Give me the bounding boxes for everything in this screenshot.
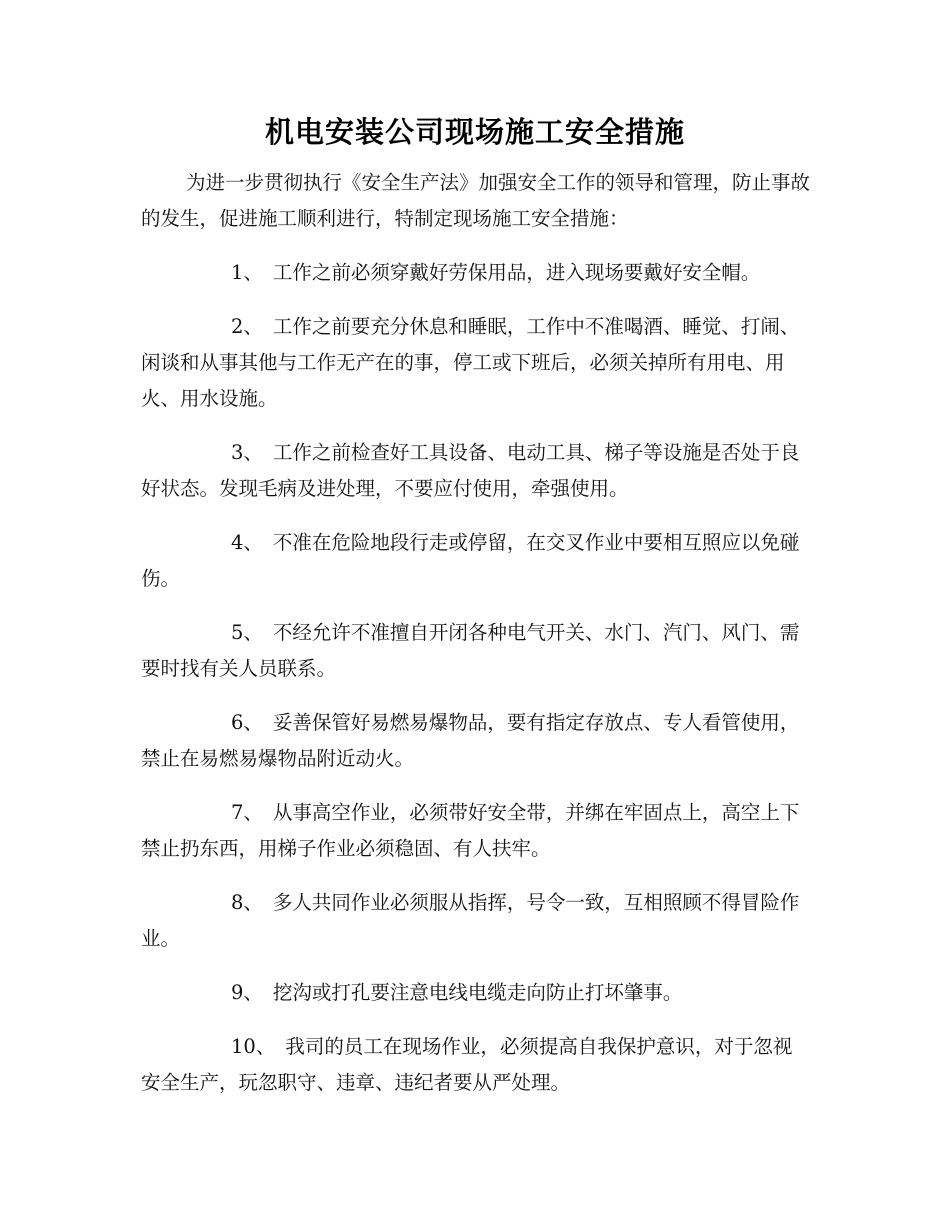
list-item <box>141 255 811 291</box>
item-text: 不准在危险地段行走或停留，在交叉作业中要相互照应以免碰伤。 <box>141 531 800 590</box>
item-text: 工作之前必须穿戴好劳保用品，进入现场要戴好安全帽。 <box>272 261 761 284</box>
item-text: 不经允许不准擅自开闭各种电气开关、水门、汽门、风门、需要时找有关人员联系。 <box>141 621 800 680</box>
list-item <box>141 615 811 687</box>
item-number: 10、 <box>231 1035 276 1058</box>
item-number: 2、 <box>231 315 263 338</box>
list-item <box>141 1029 811 1101</box>
item-number: 3、 <box>231 441 263 464</box>
item-number: 7、 <box>231 801 263 824</box>
item-text: 工作之前检查好工具设备、电动工具、梯子等设施是否处于良好状态。发现毛病及进处理，不要应付使用，牵强使用。 <box>141 441 800 500</box>
item-number: 9、 <box>231 981 263 1004</box>
item-number: 8、 <box>231 891 263 914</box>
intro-paragraph: 为进一步贯彻执行《安全生产法》加强安全工作的领导和管理，防止事故的发生，促进施工顺利进行，特制定现场施工安全措施： <box>141 171 811 230</box>
document-title: 机电安装公司现场施工安全措施 <box>264 115 685 149</box>
list-item <box>141 309 811 417</box>
list-item <box>141 435 811 507</box>
item-text: 妥善保管好易燃易爆物品，要有指定存放点、专人看管使用，禁止在易燃易爆物品附近动火。 <box>141 711 800 770</box>
list-item <box>141 525 811 597</box>
item-text: 我司的员工在现场作业，必须提高自我保护意识，对于忽视安全生产，玩忽职守、违章、违纪者要从严处理。 <box>141 1035 793 1094</box>
list-item <box>141 975 811 1011</box>
item-number: 1、 <box>231 261 263 284</box>
list-item <box>141 885 811 957</box>
list-item <box>141 795 811 867</box>
item-number: 6、 <box>231 711 263 734</box>
document-body <box>141 165 811 1101</box>
item-text: 工作之前要充分休息和睡眠，工作中不准喝酒、睡觉、打闹、闲谈和从事其他与工作无产在的事，停工或下班后，必须关掉所有用电、用火、用水设施。 <box>141 315 800 410</box>
item-text: 挖沟或打孔要注意电线电缆走向防止打坏肇事。 <box>272 981 683 1004</box>
list-item <box>141 705 811 777</box>
item-text: 从事高空作业，必须带好安全带，并绑在牢固点上，高空上下禁止扔东西，用梯子作业必须稳固、有人扶牢。 <box>141 801 800 860</box>
item-number: 4、 <box>231 531 263 554</box>
item-text: 多人共同作业必须服从指挥，号令一致，互相照顾不得冒险作业。 <box>141 891 800 950</box>
item-number: 5、 <box>231 621 263 644</box>
